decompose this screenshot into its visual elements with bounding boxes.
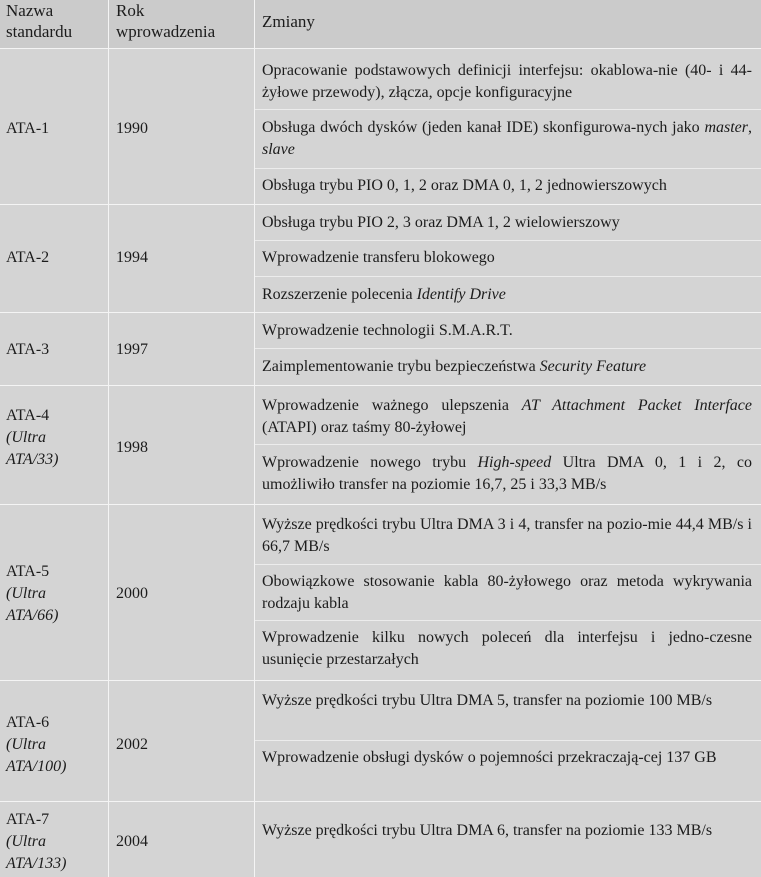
standard-name: ATA-3 (6, 341, 50, 358)
header-standard-name-line1: Nazwa (6, 1, 54, 20)
row-separator (0, 801, 761, 802)
row-separator (0, 312, 761, 313)
standard-year: 2002 (116, 736, 148, 753)
change-item: Obsługa trybu PIO 0, 1, 2 oraz DMA 0, 1, 2 jednowierszowych (262, 177, 667, 194)
change-item: Obsługa trybu PIO 2, 3 oraz DMA 1, 2 wielowierszowy (262, 214, 620, 231)
standard-year: 1990 (116, 120, 148, 137)
standard-name (6, 809, 98, 875)
change-separator (255, 620, 761, 621)
change-item: Wprowadzenie technologii S.M.A.R.T. (262, 322, 513, 339)
change-item: Wprowadzenie transferu blokowego (262, 249, 495, 266)
row-separator (0, 504, 761, 505)
change-separator (255, 348, 761, 349)
change-separator (255, 564, 761, 565)
change-item: Wyższe prędkości trybu Ultra DMA 6, transfer na poziomie 133 MB/s (262, 822, 713, 839)
change-item: Rozszerzenie polecenia Identify Drive (262, 286, 506, 303)
standard-name: ATA-2 (6, 249, 50, 266)
change-item: Wprowadzenie ważnego ulepszenia AT Attachment Packet Interface (ATAPI) oraz taśmy 80-żyłowej (262, 397, 753, 436)
header-year (116, 0, 252, 42)
change-item: Wprowadzenie obsługi dysków o pojemności przekraczają-cej 137 GB (262, 749, 717, 766)
column-divider (254, 0, 255, 877)
change-separator (255, 168, 761, 169)
standard-name-sub: (Ultra ATA/100) (6, 736, 67, 775)
standard-year: 2004 (116, 833, 148, 850)
change-item: Opracowanie podstawowych definicji interfejsu: okablowa-nie (40- i 44-żyłowe przewody), złącza, opcje konfiguracyjne (262, 62, 752, 101)
standard-name-main: ATA-7 (6, 811, 50, 828)
standard-name (6, 561, 98, 627)
standard-name-sub: (Ultra ATA/133) (6, 833, 67, 872)
row-separator (0, 385, 761, 386)
change-item: Wprowadzenie nowego trybu High-speed Ultra DMA 0, 1 i 2, co umożliwiło transfer na poziomie 16,7, 25 i 33,3 MB/s (262, 454, 753, 493)
standard-year: 2000 (116, 585, 148, 602)
change-separator (255, 444, 761, 445)
header-changes: Zmiany (262, 12, 315, 31)
header-year-line1: Rok (116, 1, 145, 20)
change-separator (255, 109, 761, 110)
standard-name-sub: (Ultra ATA/33) (6, 429, 59, 468)
row-separator (0, 204, 761, 205)
standard-year: 1994 (116, 249, 148, 266)
change-item: Wyższe prędkości trybu Ultra DMA 3 i 4, transfer na pozio-mie 44,4 MB/s i 66,7 MB/s (262, 516, 752, 555)
header-standard-name (6, 0, 106, 42)
change-item: Wprowadzenie kilku nowych poleceń dla interfejsu i jedno-czesne usunięcie przestarzałych (262, 629, 752, 668)
row-separator (0, 680, 761, 681)
row-separator (0, 48, 761, 49)
change-separator (255, 276, 761, 277)
change-separator (255, 240, 761, 241)
change-item: Obowiązkowe stosowanie kabla 80-żyłowego oraz metoda wykrywania rodzaju kabla (262, 573, 752, 612)
standard-name-sub: (Ultra ATA/66) (6, 585, 59, 624)
standard-name-main: ATA-5 (6, 563, 50, 580)
change-item: Wyższe prędkości trybu Ultra DMA 5, transfer na poziomie 100 MB/s (262, 692, 713, 709)
standard-name (6, 712, 98, 778)
header-standard-name-line2: standardu (6, 22, 73, 41)
header-year-line2: wprowadzenia (116, 22, 216, 41)
standard-year: 1998 (116, 439, 148, 456)
standard-name-main: ATA-4 (6, 407, 50, 424)
standard-name: ATA-1 (6, 120, 50, 137)
change-item: Zaimplementowanie trybu bezpieczeństwa Security Feature (262, 358, 647, 375)
change-separator (255, 740, 761, 741)
column-divider (108, 0, 109, 877)
standard-year: 1997 (116, 341, 148, 358)
standard-name (6, 405, 98, 471)
change-item: Obsługa dwóch dysków (jeden kanał IDE) skonfigurowa-nych jako master, slave (262, 119, 752, 158)
standard-name-main: ATA-6 (6, 714, 50, 731)
